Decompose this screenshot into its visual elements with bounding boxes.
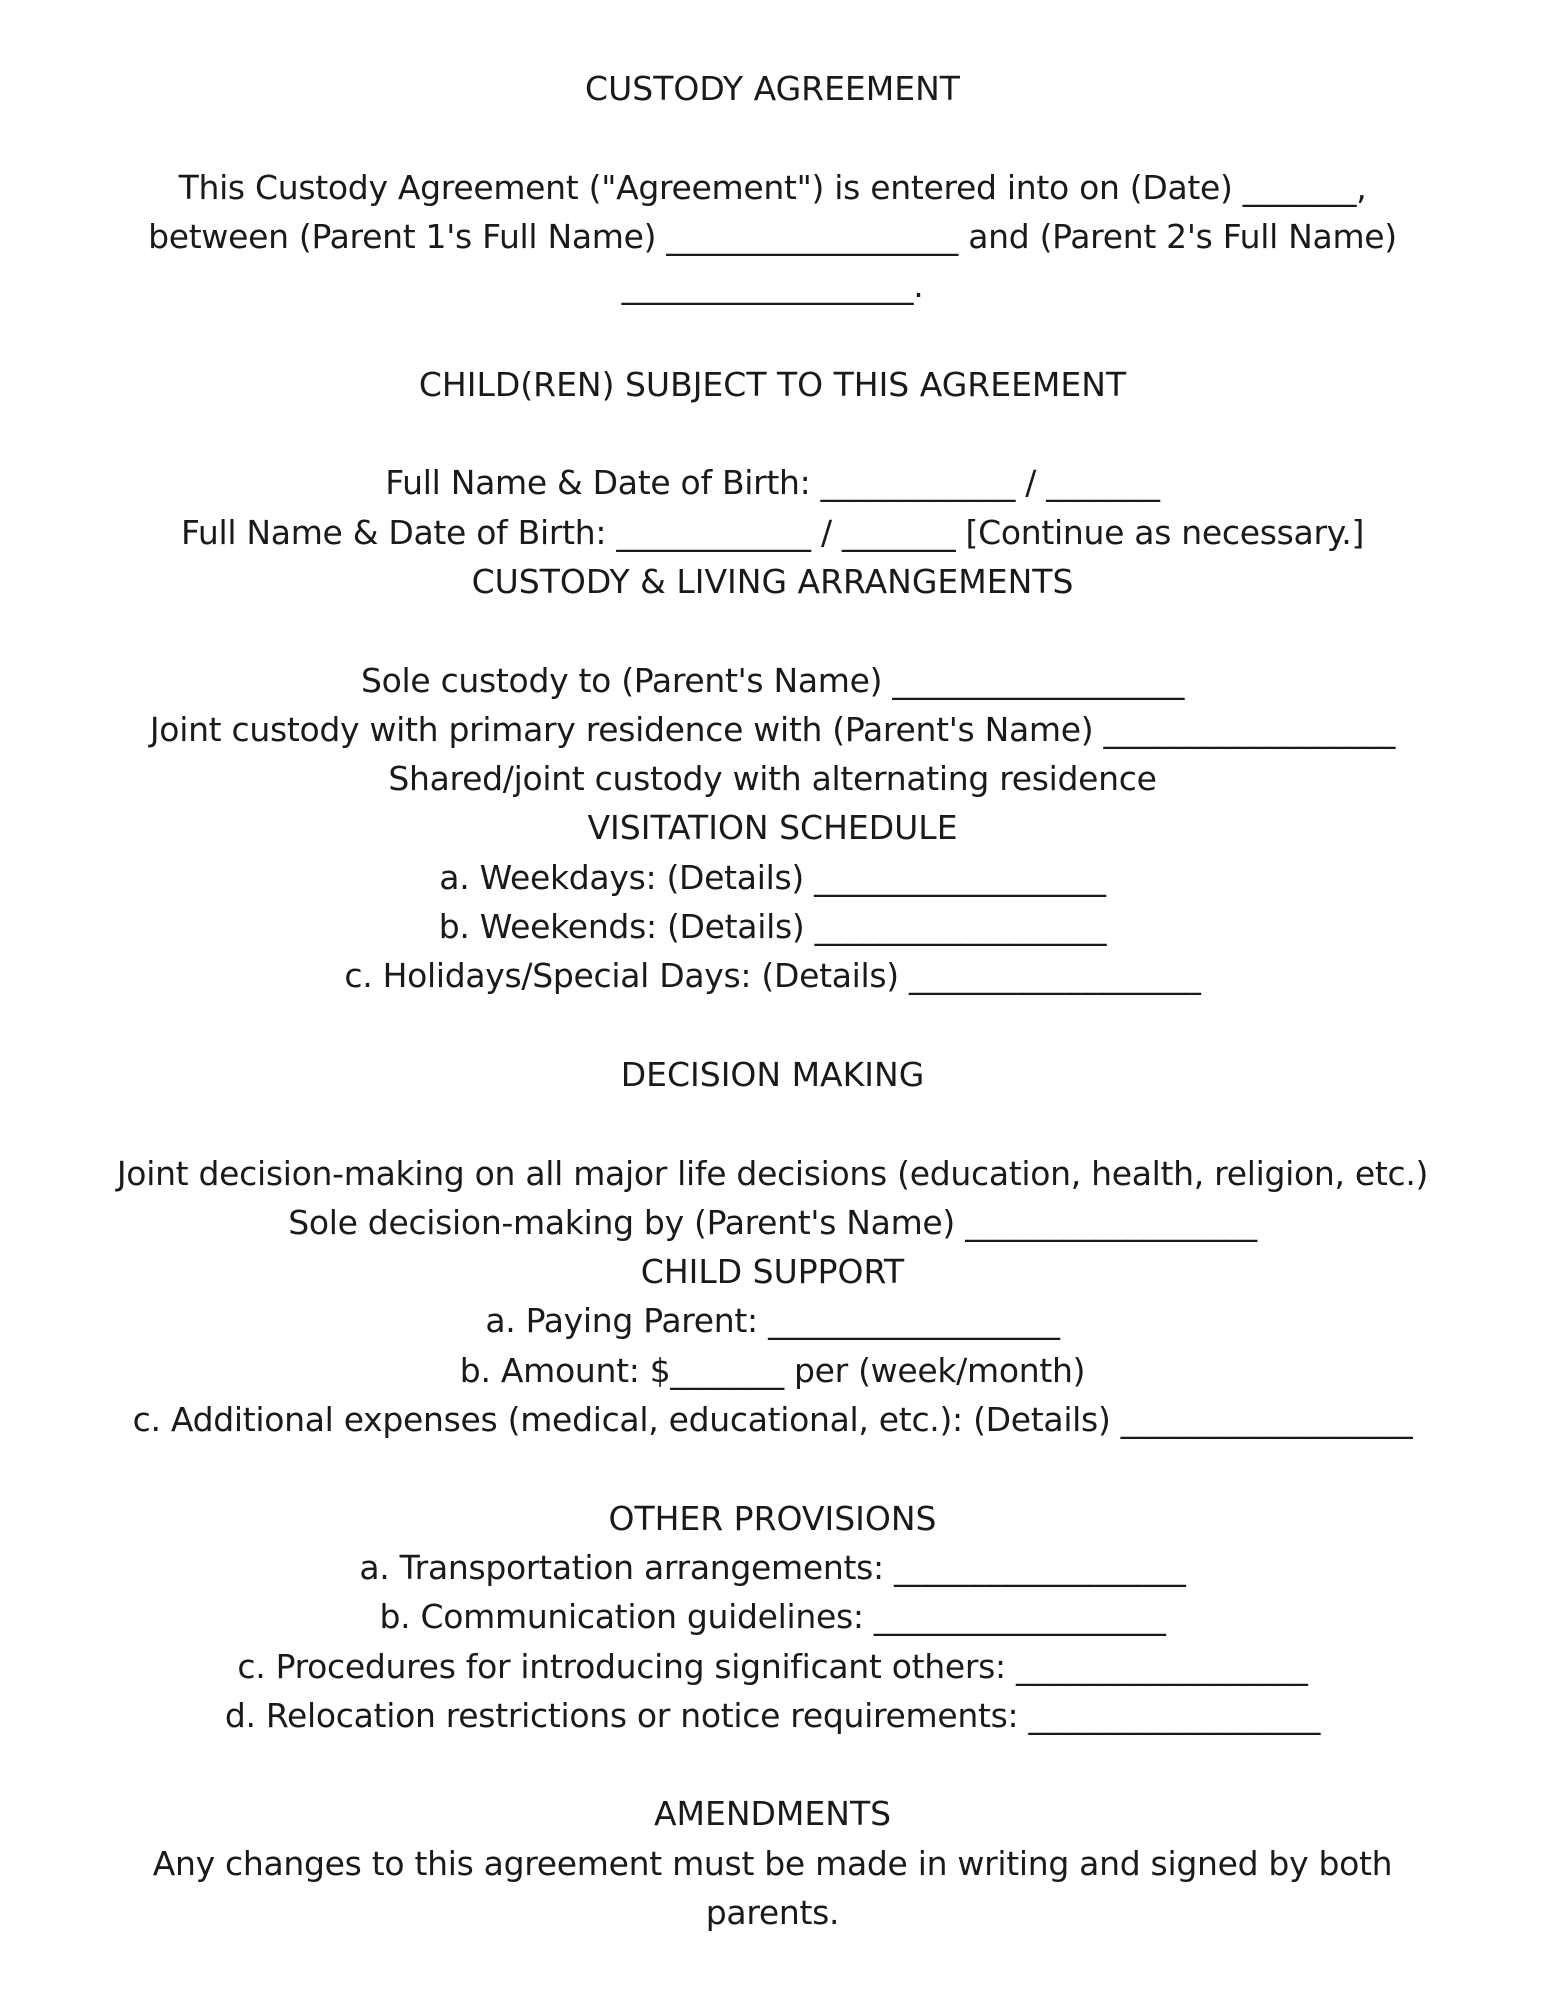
visitation-line: c. Holidays/Special Days: (Details) __________________ — [344, 956, 1201, 996]
decision-line: Joint decision-making on all major life decisions (education, health, religion, etc.) — [116, 1153, 1429, 1193]
document-title: CUSTODY AGREEMENT — [585, 69, 960, 108]
amendments-line: Any changes to this agreement must be made in writing and signed by both — [152, 1843, 1393, 1883]
intro-line: __________________. — [621, 266, 924, 306]
children-heading: CHILD(REN) SUBJECT TO THIS AGREEMENT — [418, 364, 1127, 404]
amendments-line: parents. — [705, 1892, 840, 1932]
support-line: c. Additional expenses (medical, educational, etc.): (Details) __________________ — [132, 1400, 1413, 1440]
child-entry-line: Full Name & Date of Birth: ____________ / _______ — [385, 463, 1160, 503]
spacer — [0, 1001, 1545, 1050]
visitation-line: a. Weekdays: (Details) __________________ — [439, 857, 1106, 897]
other-provision-line: a. Transportation arrangements: __________________ — [359, 1547, 1186, 1587]
custody-option-line: Sole custody to (Parent's Name) __________________ — [360, 660, 1185, 700]
visitation-heading: VISITATION SCHEDULE — [587, 808, 958, 848]
other-provision-line: d. Relocation restrictions or notice requirements: __________________ — [224, 1695, 1321, 1735]
other-provision-line: c. Procedures for introducing significant others: __________________ — [237, 1646, 1308, 1686]
spacer — [0, 606, 1545, 655]
decision-line: Sole decision-making by (Parent's Name) __________________ — [288, 1202, 1257, 1242]
custody-agreement-document — [0, 64, 1545, 1937]
decision-heading: DECISION MAKING — [620, 1054, 925, 1094]
custody-option-line: Shared/joint custody with alternating residence — [388, 759, 1157, 799]
other-provisions-heading: OTHER PROVISIONS — [608, 1498, 937, 1538]
intro-line: This Custody Agreement ("Agreement") is entered into on (Date) _______, — [178, 167, 1367, 207]
spacer — [0, 1444, 1545, 1493]
visitation-line: b. Weekends: (Details) __________________ — [438, 907, 1107, 947]
spacer — [0, 1740, 1545, 1789]
support-line: a. Paying Parent: __________________ — [485, 1301, 1060, 1341]
spacer — [0, 310, 1545, 359]
support-line: b. Amount: $_______ per (week/month) — [459, 1350, 1086, 1390]
amendments-heading: AMENDMENTS — [653, 1794, 892, 1834]
custody-heading: CUSTODY & LIVING ARRANGEMENTS — [471, 561, 1074, 601]
spacer — [0, 113, 1545, 162]
support-heading: CHILD SUPPORT — [640, 1252, 905, 1292]
child-entry-line: Full Name & Date of Birth: ____________ / _______ [Continue as necessary.] — [180, 512, 1365, 552]
other-provision-line: b. Communication guidelines: __________________ — [379, 1597, 1166, 1637]
spacer — [0, 409, 1545, 458]
custody-option-line: Joint custody with primary residence with (Parent's Name) __________________ — [149, 709, 1396, 749]
spacer — [0, 1099, 1545, 1148]
intro-line: between (Parent 1's Full Name) __________________ and (Parent 2's Full Name) — [148, 216, 1397, 256]
